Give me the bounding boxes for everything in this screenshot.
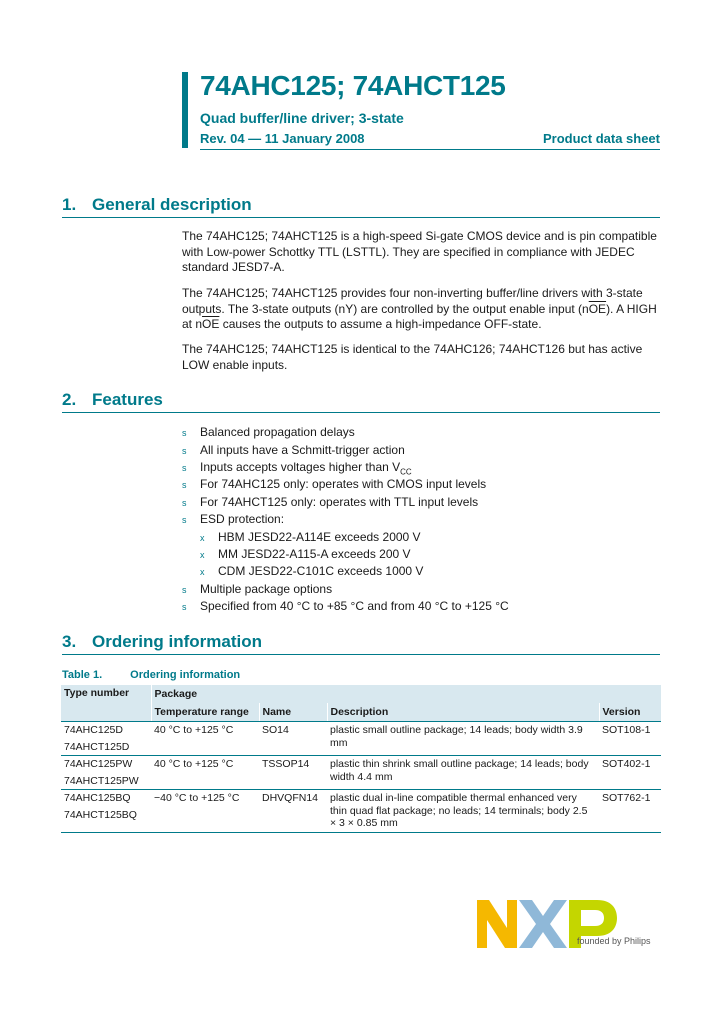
cell-name: SO14 xyxy=(262,724,289,736)
bullet-icon: s xyxy=(182,498,187,508)
bullet-icon: s xyxy=(182,515,187,525)
table-row xyxy=(61,756,661,790)
section-title: Ordering information xyxy=(92,632,262,651)
feature-item xyxy=(182,443,405,458)
logo-n-shape xyxy=(477,900,517,948)
cell-version: SOT762-1 xyxy=(599,790,661,833)
type-number: 74AHC125D xyxy=(64,724,123,736)
feature-item xyxy=(182,477,487,492)
section-general-description xyxy=(62,195,660,218)
document-title: 74AHC125; 74AHCT125 xyxy=(200,70,506,101)
ordering-table xyxy=(61,685,661,833)
header-version: Version xyxy=(599,703,661,722)
header-divider xyxy=(200,149,660,150)
header-type-number: Type number xyxy=(61,685,151,722)
feature-text: Balanced propagation delays xyxy=(200,425,355,439)
general-paragraph-3: The 74AHC125; 74AHCT125 is identical to the 74AHC126; 74AHCT126 but has active LOW enable inputs. xyxy=(182,342,643,372)
cell-temperature: −40 °C to +125 °C xyxy=(151,790,259,833)
feature-subitem xyxy=(200,564,424,579)
feature-text: All inputs have a Schmitt-trigger action xyxy=(200,443,405,457)
type-number: 74AHC125PW xyxy=(64,758,133,770)
feature-text: MM JESD22-A115-A exceeds 200 V xyxy=(218,547,411,561)
header-package: Package xyxy=(151,685,661,703)
type-number: 74AHCT125BQ xyxy=(64,808,137,821)
feature-text: Specified from 40 °C to +85 °C and from 40 °C to +125 °C xyxy=(200,599,509,613)
feature-text: Inputs accepts voltages higher than V xyxy=(200,460,401,474)
feature-item xyxy=(182,599,509,614)
feature-text: For 74AHCT125 only: operates with TTL input levels xyxy=(200,495,479,509)
document-type: Product data sheet xyxy=(542,131,660,146)
cell-description: plastic small outline package; 14 leads; body width 3.9 mm xyxy=(330,724,583,749)
feature-text: Multiple package options xyxy=(200,582,333,596)
header-name: Name xyxy=(259,703,327,722)
cell-version: SOT108-1 xyxy=(602,724,651,736)
feature-text: CDM JESD22-C101C exceeds 1000 V xyxy=(218,564,424,578)
cell-version: SOT402-1 xyxy=(599,756,661,790)
section-title: General description xyxy=(92,195,252,214)
feature-subitem xyxy=(200,530,421,545)
cell-name: DHVQFN14 xyxy=(259,790,327,833)
feature-text: HBM JESD22-A114E exceeds 2000 V xyxy=(218,530,421,544)
section-ordering-information xyxy=(62,632,660,655)
cell-temperature: 40 °C to +125 °C xyxy=(154,724,234,736)
table-row xyxy=(61,722,661,756)
bullet-icon: s xyxy=(182,446,187,456)
oe-signal: $\overline{OE}$ xyxy=(202,317,220,331)
section-number: 2. xyxy=(62,390,77,409)
section-number: 1. xyxy=(62,195,77,214)
bullet-icon: s xyxy=(182,585,187,595)
feature-item xyxy=(182,512,285,527)
bullet-icon: s xyxy=(182,602,187,612)
general-paragraph-2 xyxy=(182,286,660,333)
header-accent-bar xyxy=(182,72,188,148)
table-row xyxy=(61,790,661,833)
text-run: causes the outputs to assume a high-impedance OFF-state. xyxy=(219,317,542,331)
header-description: Description xyxy=(327,703,599,722)
bullet-icon: s xyxy=(182,480,187,490)
cell-description: plastic dual in-line compatible thermal enhanced very thin quad flat package; no leads; 14 terminals; body 2.5 × 3 × 0.85 mm xyxy=(327,790,599,833)
cell-name: TSSOP14 xyxy=(259,756,327,790)
text-run: The 74AHC125; 74AHCT125 provides four non-inverting buffer/line drivers with 3-state outputs. The 3-state outputs (nY) are controlled by the output enable input (n xyxy=(182,286,643,316)
feature-text: For 74AHC125 only: operates with CMOS input levels xyxy=(200,477,487,491)
cell-type-number xyxy=(61,722,151,756)
feature-text: ESD protection: xyxy=(200,512,285,526)
table-subheader-row xyxy=(61,703,661,722)
feature-subitem xyxy=(200,547,411,562)
table-number: Table 1. xyxy=(62,669,103,681)
type-number: 74AHCT125PW xyxy=(64,774,139,787)
oe-signal: $\overline{OE}$ xyxy=(588,301,607,316)
table-title: Ordering information xyxy=(130,669,241,681)
document-subtitle: Quad buffer/line driver; 3-state xyxy=(200,110,404,126)
logo-tagline: founded by Philips xyxy=(577,936,651,946)
sub-bullet-icon: x xyxy=(200,533,205,543)
section-features xyxy=(62,390,660,413)
feature-item xyxy=(182,582,333,597)
text-run: ). A HIGH at n xyxy=(182,301,657,331)
bullet-icon: s xyxy=(182,428,187,438)
table-caption xyxy=(62,669,240,681)
sub-bullet-icon: x xyxy=(200,550,205,560)
header-temperature-range: Temperature range xyxy=(151,703,259,722)
table-header-row xyxy=(61,685,661,703)
cell-type-number xyxy=(61,756,151,790)
cell-type-number xyxy=(61,790,151,833)
cell-description: plastic thin shrink small outline package; 14 leads; body width 4.4 mm xyxy=(327,756,599,790)
revision-info: Rev. 04 — 11 January 2008 xyxy=(200,131,365,146)
feature-item xyxy=(182,425,355,440)
section-number: 3. xyxy=(62,632,77,651)
type-number: 74AHC125BQ xyxy=(64,792,131,804)
logo-x-shape xyxy=(519,900,567,948)
type-number: 74AHCT125D xyxy=(64,740,130,753)
subscript: CC xyxy=(400,467,412,477)
sub-bullet-icon: x xyxy=(200,567,205,577)
cell-temperature: 40 °C to +125 °C xyxy=(151,756,259,790)
general-paragraph-1: The 74AHC125; 74AHCT125 is a high-speed Si-gate CMOS device and is pin compatible with Low-power Schottky TTL (LSTTL). They are specified in compliance with JEDEC standard JESD7-A. xyxy=(182,229,657,274)
feature-item xyxy=(182,495,479,510)
bullet-icon: s xyxy=(182,463,187,473)
section-title: Features xyxy=(92,390,163,409)
